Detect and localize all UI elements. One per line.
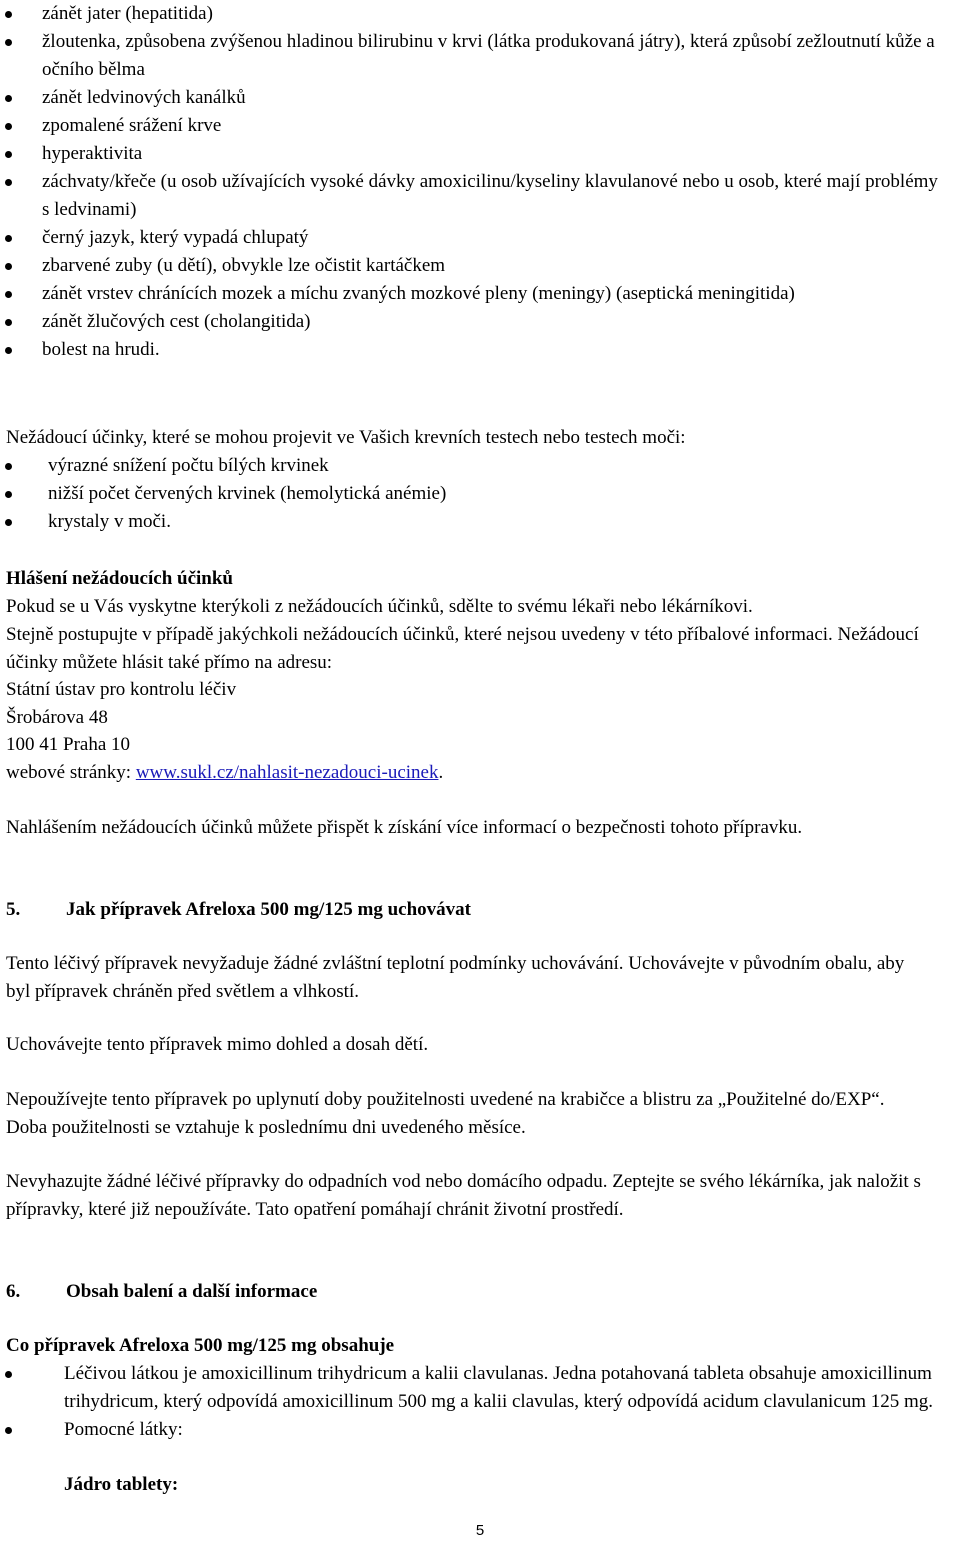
list-item: záchvaty/křeče (u osob užívajících vysoké dávky amoxicilinu/kyseliny klavulanové nebo u osob, které mají problémy s ledvinami) <box>0 168 950 224</box>
reporting-paragraph-3: Nahlášením nežádoucích účinků můžete přispět k získání více informací o bezpečnosti tohoto přípravku. <box>6 817 803 838</box>
address-street: Šrobárova 48 <box>6 707 108 728</box>
website-suffix: . <box>438 762 444 783</box>
blood-tests-intro: Nežádoucí účinky, které se mohou projevit ve Vašich krevních testech nebo testech moči: <box>6 427 686 448</box>
reporting-paragraph-2: Stejně postupujte v případě jakýchkoli nežádoucích účinků, které nejsou uvedeny v této příbalové informaci. Nežádoucí účinky můžete hlásit také přímo na adresu: <box>6 624 919 673</box>
list-item: hyperaktivita <box>0 140 950 168</box>
address-name: Státní ústav pro kontrolu léčiv <box>6 679 237 700</box>
section-5-title: Jak přípravek Afreloxa 500 mg/125 mg uchovávat <box>66 899 471 920</box>
address-city: 100 41 Praha 10 <box>6 734 131 755</box>
list-item: zánět vrstev chránících mozek a míchu zvaných mozkové pleny (meningy) (aseptická meningitida) <box>0 280 950 308</box>
section-5-paragraph-3: Nepoužívejte tento přípravek po uplynutí doby použitelnosti uvedené na krabičce a blistru za „Použitelné do/EXP“. Doba použitelnosti se vztahuje k poslednímu dni uvedeného měsíce. <box>6 1089 885 1138</box>
reporting-heading: Hlášení nežádoucích účinků <box>6 568 233 589</box>
section-5-paragraph-2: Uchovávejte tento přípravek mimo dohled a dosah dětí. <box>6 1034 429 1055</box>
list-item: zpomalené srážení krve <box>0 112 950 140</box>
list-item: černý jazyk, který vypadá chlupatý <box>0 224 950 252</box>
section-6-number: 6. <box>6 1281 21 1302</box>
section-6-title: Obsah balení a další informace <box>66 1281 318 1302</box>
core-label: Jádro tablety: <box>64 1474 179 1495</box>
composition-heading: Co přípravek Afreloxa 500 mg/125 mg obsahuje <box>6 1335 395 1356</box>
website-link[interactable]: www.sukl.cz/nahlasit-nezadouci-ucinek <box>135 762 439 783</box>
list-item: zánět jater (hepatitida) <box>0 0 950 28</box>
list-item: bolest na hrudi. <box>0 336 950 364</box>
website-line <box>6 759 443 787</box>
page-number: 5 <box>475 1522 485 1539</box>
list-item: zbarvené zuby (u dětí), obvykle lze očistit kartáčkem <box>0 252 950 280</box>
section-5-paragraph-1: Tento léčivý přípravek nevyžaduje žádné zvláštní teplotní podmínky uchovávání. Uchovávejte v původním obalu, aby byl přípravek chráněn před světlem a vlhkostí. <box>6 953 905 1002</box>
section-6-heading <box>6 1278 946 1306</box>
list-item: krystaly v moči. <box>0 508 940 536</box>
section-5-heading <box>6 896 946 924</box>
list-item: zánět ledvinových kanálků <box>0 84 950 112</box>
list-item: výrazné snížení počtu bílých krvinek <box>0 452 940 480</box>
list-item: zánět žlučových cest (cholangitida) <box>0 308 950 336</box>
reporting-paragraph-1: Pokud se u Vás vyskytne kterýkoli z nežádoucích účinků, sdělte to svému lékaři nebo lékárníkovi. <box>6 596 753 617</box>
composition-list <box>0 1360 940 1444</box>
section-5-paragraph-4: Nevyhazujte žádné léčivé přípravky do odpadních vod nebo domácího odpadu. Zeptejte se svého lékárníka, jak naložit s přípravky, které již nepoužíváte. Tato opatření pomáhají chránit životní prostředí. <box>6 1171 921 1220</box>
list-item: Pomocné látky: <box>0 1416 940 1444</box>
blood-tests-list <box>0 452 940 536</box>
website-label: webové stránky: <box>6 762 136 783</box>
list-item: nižší počet červených krvinek (hemolytická anémie) <box>0 480 940 508</box>
list-item: Léčivou látkou je amoxicillinum trihydricum a kalii clavulanas. Jedna potahovaná tableta obsahuje amoxicillinum trihydricum, který odpovídá amoxicillinum 500 mg a kalii clavulas, který odpovídá acidum clavulanicum 125 mg. <box>0 1360 940 1416</box>
section-5-number: 5. <box>6 899 21 920</box>
list-item: žloutenka, způsobena zvýšenou hladinou bilirubinu v krvi (látka produkovaná játry), která způsobí zežloutnutí kůže a očního bělma <box>0 28 950 84</box>
side-effects-list <box>0 0 950 364</box>
